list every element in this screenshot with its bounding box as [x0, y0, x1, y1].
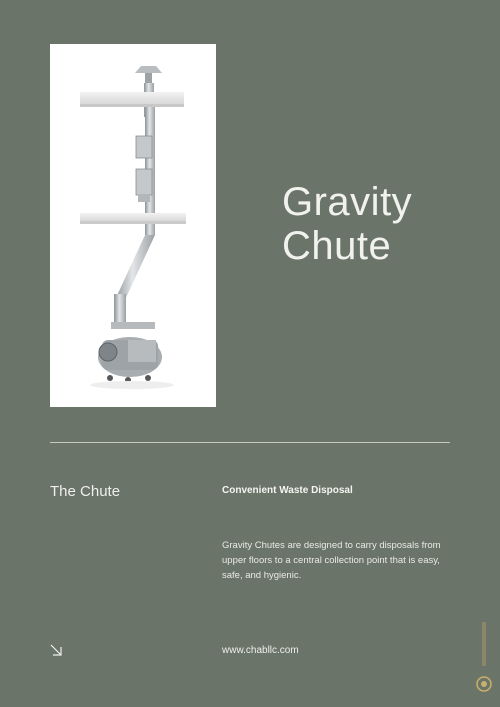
top-slab-shape — [80, 92, 184, 104]
page-title — [282, 180, 482, 268]
section-subheading: Convenient Waste Disposal — [222, 485, 353, 496]
divider — [50, 442, 450, 443]
title-line-1: Gravity — [282, 180, 413, 224]
section-label: The Chute — [50, 483, 121, 500]
section-body: Gravity Chutes are designed to carry disposals from upper floors to a central collection point that is easy, safe, and hygienic. — [222, 540, 441, 581]
hopper-door-lower-shape — [136, 169, 152, 195]
vent-cap-shape — [135, 66, 162, 73]
gravity-chute-illustration — [50, 44, 216, 407]
lower-pipe-shape — [114, 294, 126, 324]
product-image — [50, 44, 216, 407]
company-logo-icon — [474, 620, 494, 695]
arrow-down-right-icon — [50, 644, 62, 656]
hopper-door-upper-shape — [136, 136, 152, 158]
middle-slab-shape — [80, 213, 186, 221]
website-link[interactable]: www.chabllc.com — [222, 645, 299, 656]
title-line-2: Chute — [282, 224, 392, 268]
diagonal-chute-shape — [114, 235, 155, 302]
